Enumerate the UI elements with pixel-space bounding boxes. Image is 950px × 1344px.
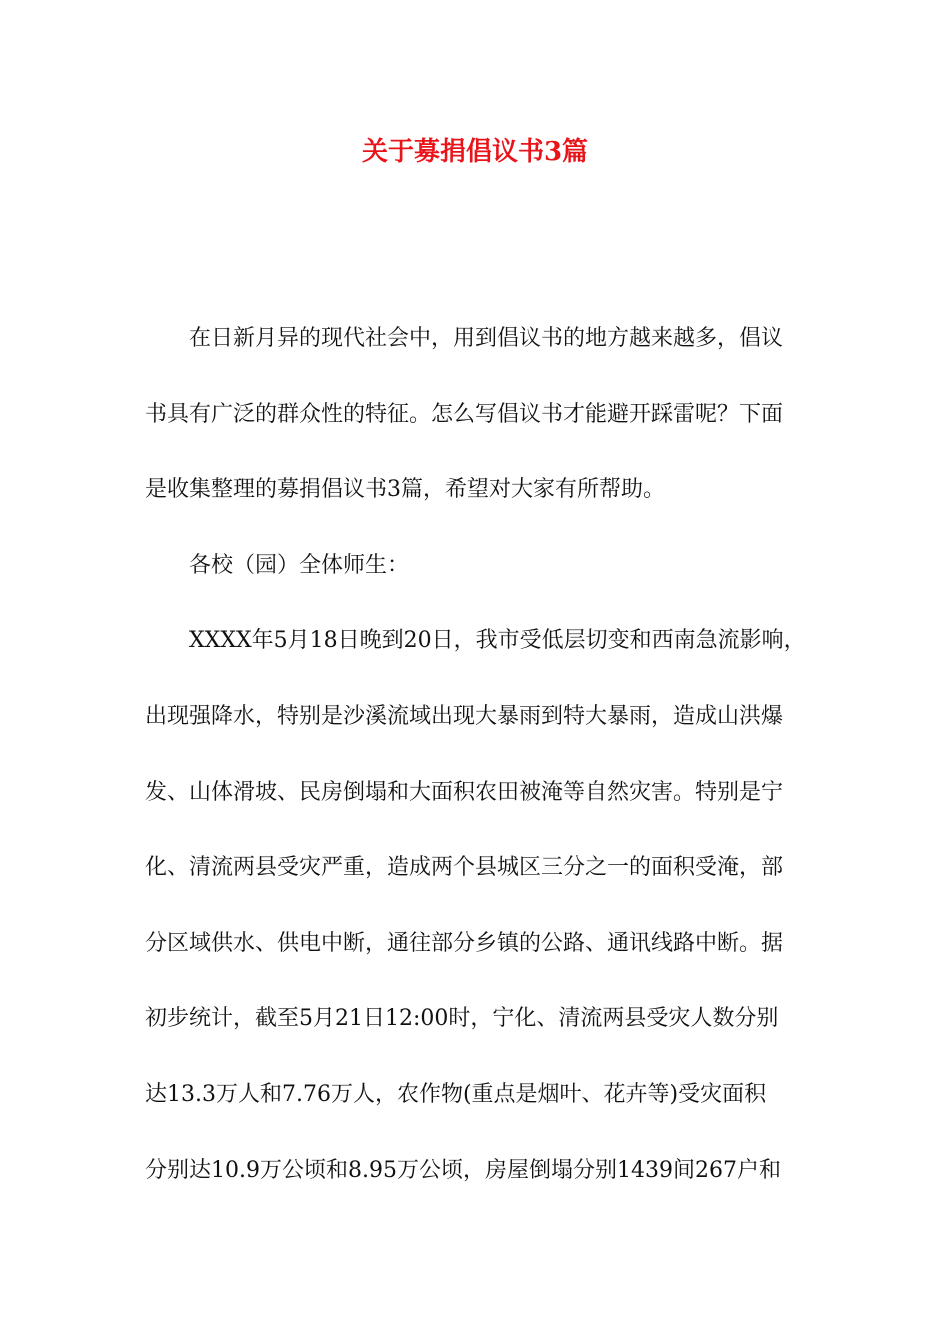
intro-paragraph xyxy=(145,317,813,544)
body-line: 出现强降水，特别是沙溪流域出现大暴雨到特大暴雨，造成山洪爆 xyxy=(145,703,784,729)
main-paragraph xyxy=(145,619,813,1224)
intro-line: 在日新月异的现代社会中，用到倡议书的地方越来越多，倡议 xyxy=(189,326,784,351)
body-line: XXXX年5月18日晚到20日，我市受低层切变和西南急流影响， xyxy=(189,628,806,654)
body-line: 分区域供水、供电中断，通往部分乡镇的公路、通讯线路中断。据 xyxy=(145,930,784,956)
body-line: 初步统计，截至5月21日12:00时，宁化、清流两县受灾人数分别 xyxy=(145,1006,779,1032)
body-line: 化、清流两县受灾严重，造成两个县城区三分之一的面积受淹，部 xyxy=(145,855,784,881)
salutation: 各校（园）全体师生： xyxy=(189,552,410,578)
body-line: 发、山体滑坡、民房倒塌和大面积农田被淹等自然灾害。特别是宁 xyxy=(145,779,784,805)
document-body xyxy=(145,317,813,1224)
salutation-paragraph xyxy=(145,544,813,620)
intro-line: 是收集整理的募捐倡议书3篇，希望对大家有所帮助。 xyxy=(145,477,665,503)
document-title: 关于募捐倡议书3篇 xyxy=(361,137,589,167)
intro-line: 书具有广泛的群众性的特征。怎么写倡议书才能避开踩雷呢？下面 xyxy=(145,401,784,427)
body-line: 分别达10.9万公顷和8.95万公顷，房屋倒塌分别1439间267户和 xyxy=(145,1157,781,1183)
body-line: 达13.3万人和7.76万人，农作物(重点是烟叶、花卉等)受灾面积 xyxy=(145,1081,767,1107)
